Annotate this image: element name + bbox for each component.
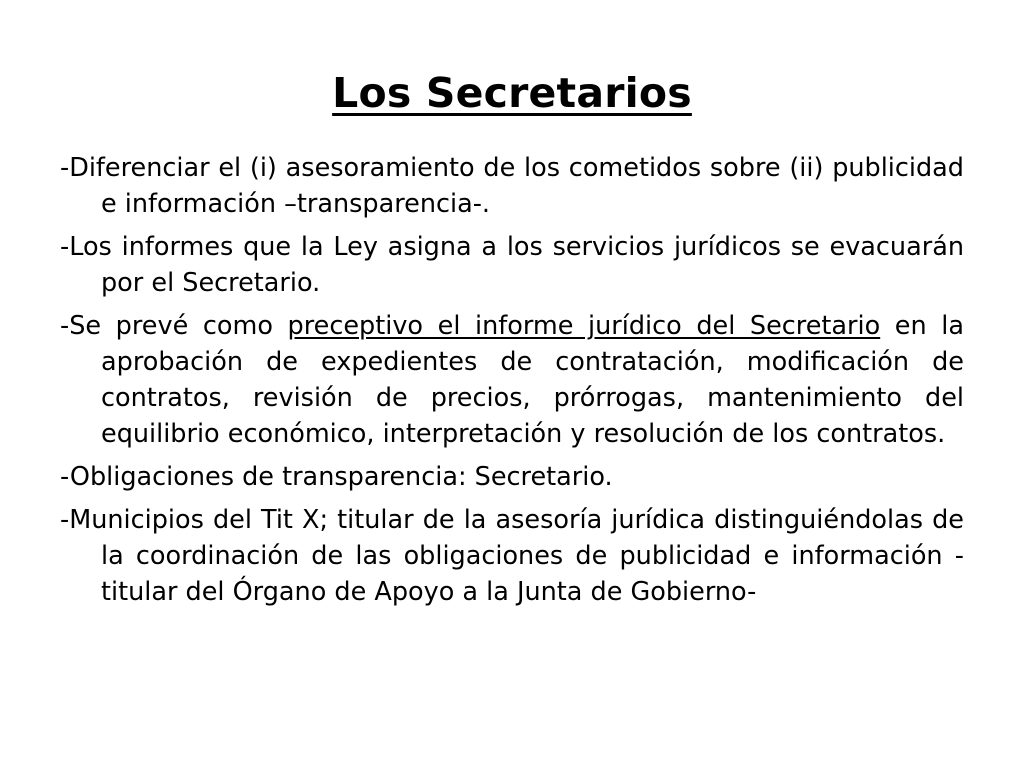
bullet-paragraph-1: -Diferenciar el (i) asesoramiento de los cometidos sobre (ii) publicidad e información –transparencia-. bbox=[60, 153, 964, 219]
bullet-paragraph-2: -Los informes que la Ley asigna a los servicios jurídicos se evacuarán por el Secretario. bbox=[60, 232, 964, 298]
slide-title: Los Secretarios bbox=[332, 69, 692, 117]
bullet-paragraph-3 bbox=[60, 308, 964, 452]
slide-body bbox=[60, 150, 964, 617]
bullet-paragraph-4: -Obligaciones de transparencia: Secretario. bbox=[60, 462, 613, 492]
bullet-paragraph-5: -Municipios del Tit X; titular de la asesoría jurídica distinguiéndolas de la coordinación de las obligaciones de publicidad e información -titular del Órgano de Apoyo a la Junta de Gobierno- bbox=[60, 505, 964, 607]
paragraph-3-lead-text: -Se prevé como bbox=[60, 311, 288, 341]
paragraph-3-underlined-text: preceptivo el informe jurídico del Secretario bbox=[287, 311, 881, 341]
paragraph-3-trailing-text: en la aprobación de expedientes de contratación, modificación de contratos, revisión de precios, prórrogas, mantenimiento del equilibrio económico, interpretación y resolución de los contratos. bbox=[101, 311, 964, 449]
